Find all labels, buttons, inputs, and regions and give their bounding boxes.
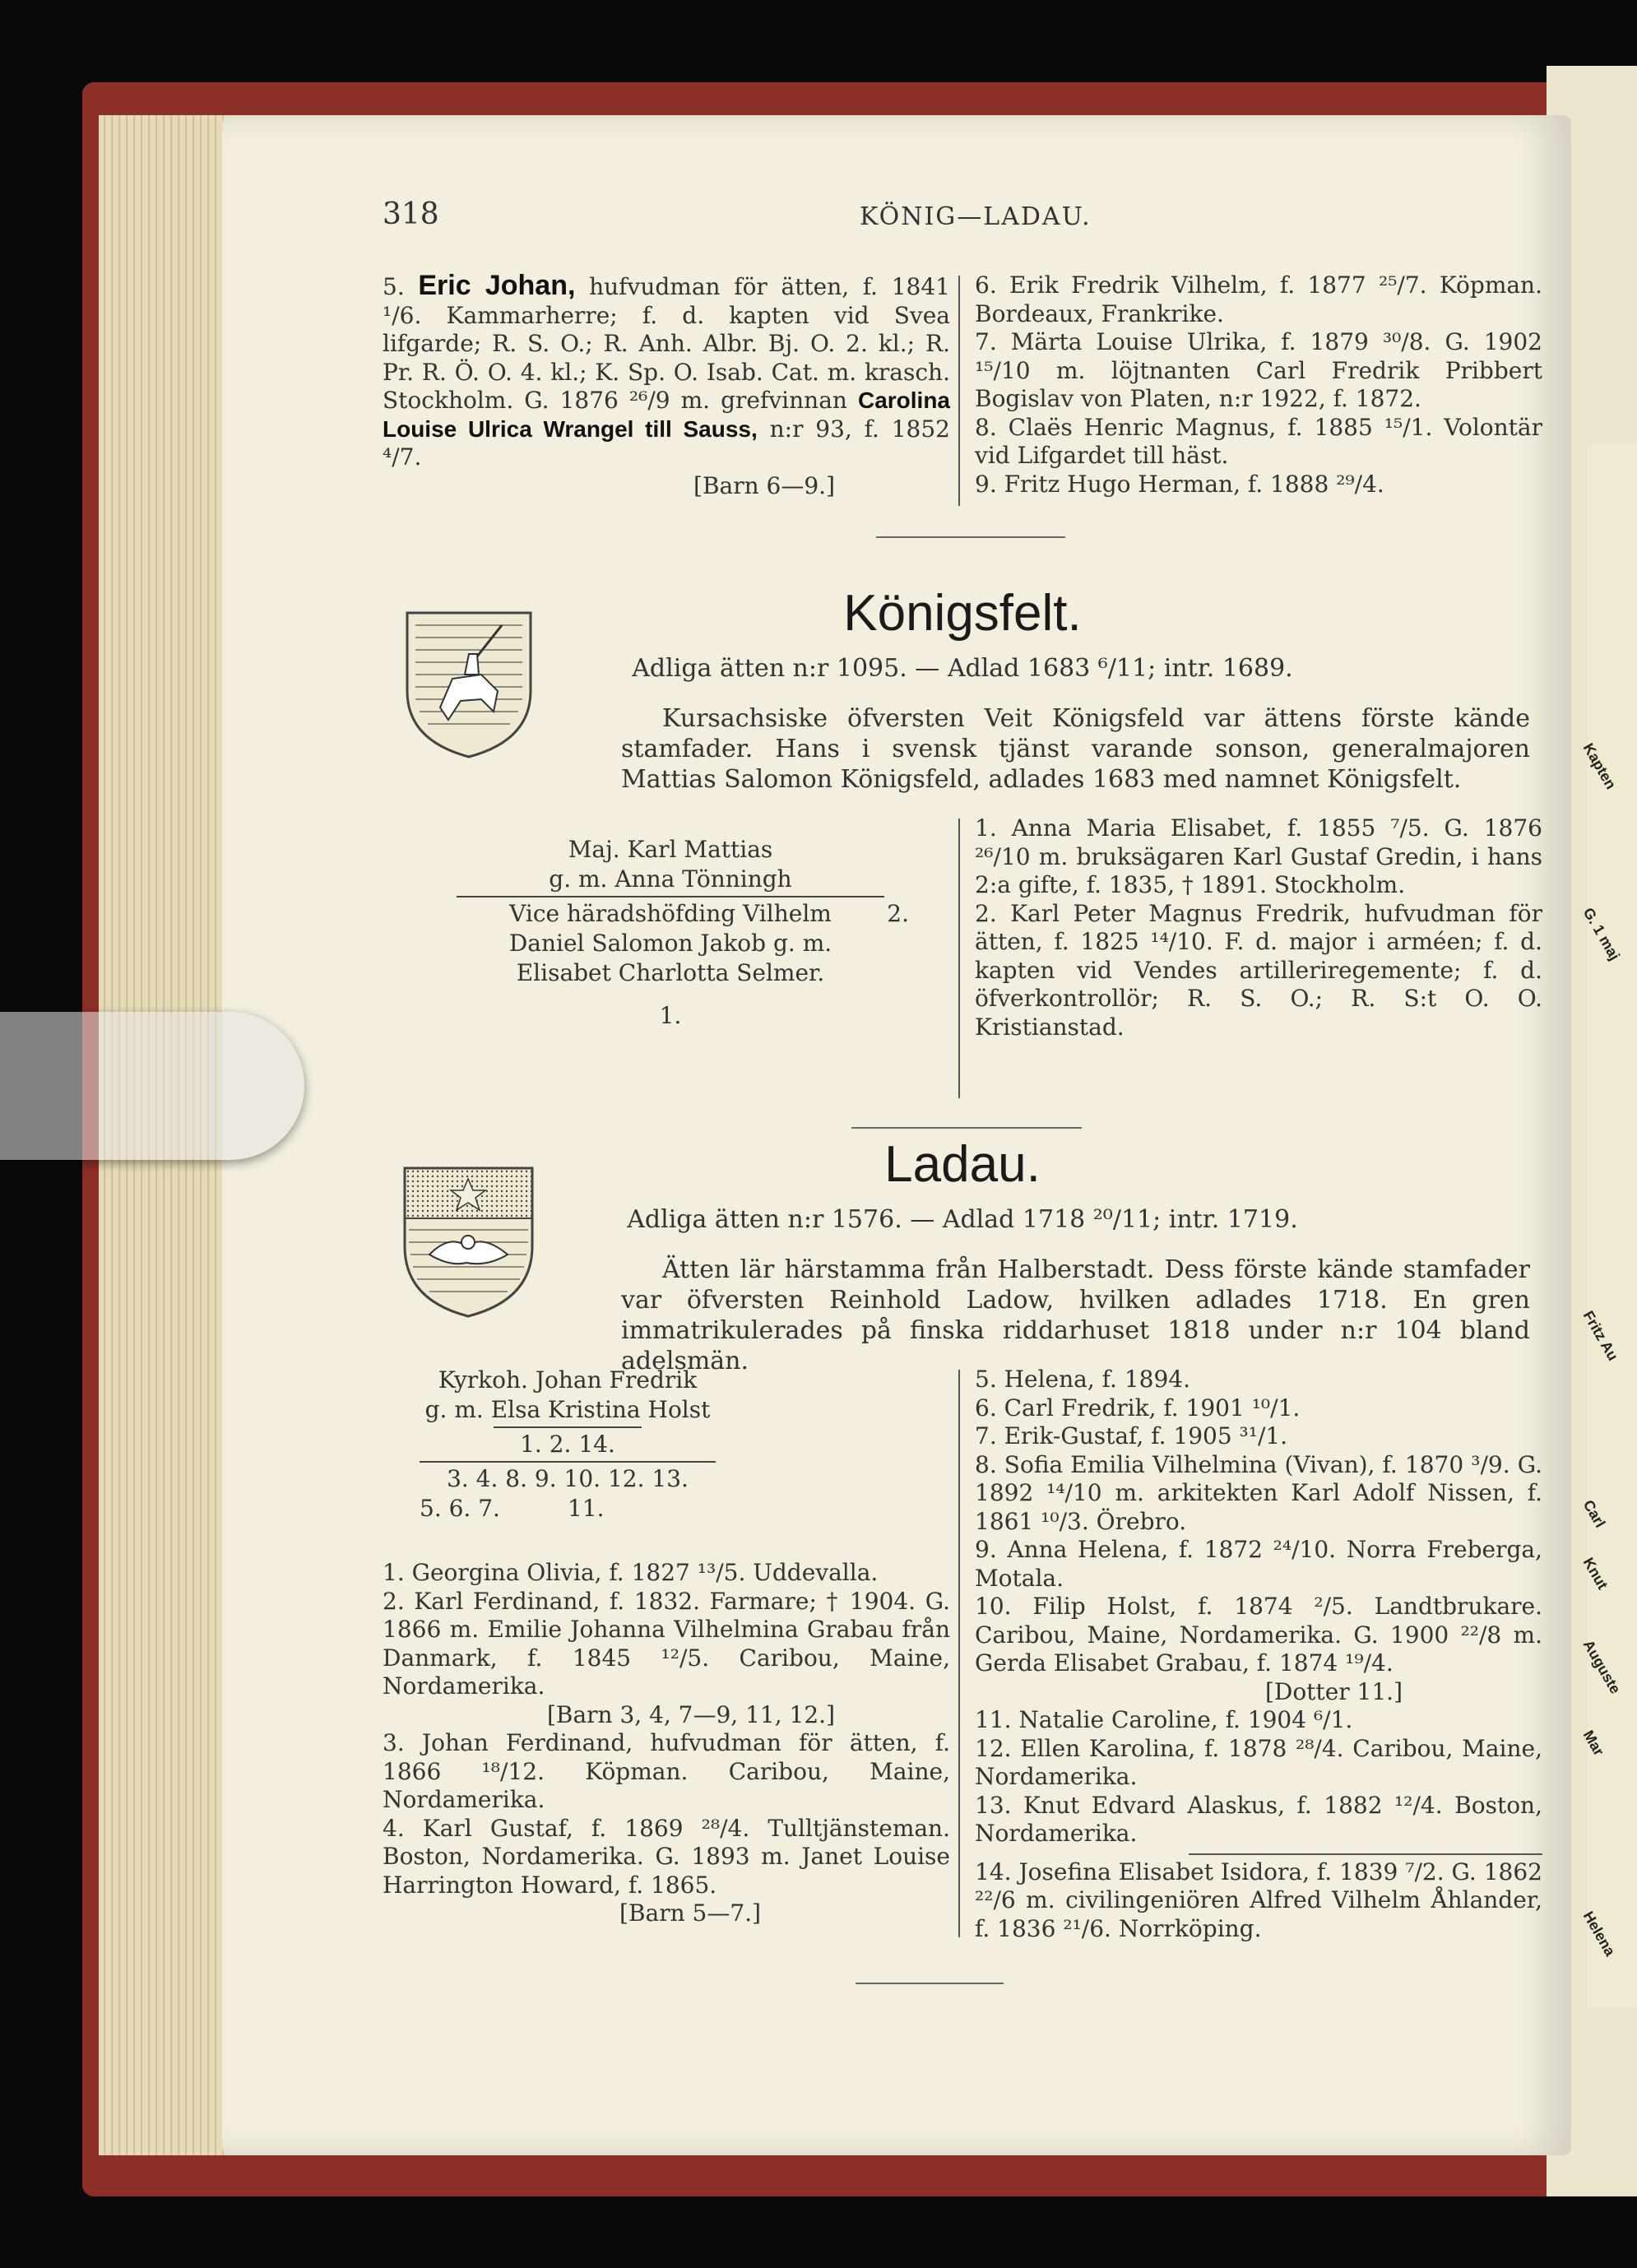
page-holder-clip	[0, 1012, 304, 1160]
konigsfelt-subtitle: Adliga ätten n:r 1095. — Adlad 1683 ⁶/11; intr. 1689.	[632, 654, 1293, 683]
fragment: Knut	[1579, 1555, 1611, 1593]
page-content	[383, 197, 1542, 2057]
column-divider	[958, 276, 960, 506]
column-divider	[958, 819, 960, 1098]
tree-node: 2.	[887, 900, 909, 927]
ladau-subtitle: Adliga ätten n:r 1576. — Adlad 1718 ²⁰/11; intr. 1719.	[627, 1205, 1298, 1234]
tree-node: g. m. Anna Tönningh	[549, 865, 792, 893]
barn-note: [Barn 5—7.]	[619, 1899, 761, 1927]
page-number: 318	[383, 197, 439, 231]
fragment: G. 1 maj	[1579, 905, 1624, 963]
fragment: Carl	[1579, 1497, 1609, 1531]
entry: 14. Josefina Elisabet Isidora, f. 1839 ⁷/2. G. 1862 ²²/6 m. civilingeniören Alfred Vilhelm Åhlander, f. 1836 ²¹/6. Norrköping.	[975, 1858, 1542, 1942]
running-head: KÖNIG—LADAU.	[860, 202, 1092, 231]
fragment: Auguste	[1579, 1637, 1624, 1697]
entry: 2. Karl Ferdinand, f. 1832. Farmare; † 1904. G. 1866 m. Emilie Johanna Vilhelmina Grabau från Danmark, f. 1845 ¹²/5. Caribou, Maine, Nordamerika.	[383, 1587, 950, 1700]
section-divider	[856, 1983, 1004, 1984]
konig-right-column	[975, 271, 1542, 499]
entry: 8. Claës Henric Magnus, f. 1885 ¹⁵/1. Volontär vid Lifgardet till häst.	[975, 413, 1542, 469]
entry: 4. Karl Gustaf, f. 1869 ²⁸/4. Tulltjänsteman. Boston, Nordamerika. G. 1893 m. Janet Louise Harrington Howard, f. 1865.	[383, 1814, 950, 1899]
entry: 7. Märta Louise Ulrika, f. 1879 ³⁰/8. G. 1902 ¹⁵/10 m. löjtnanten Carl Fredrik Pribbert Bogislav von Platen, n:r 1922, f. 1872.	[975, 328, 1542, 412]
entry: 9. Anna Helena, f. 1872 ²⁴/10. Norra Freberga, Motala.	[975, 1536, 1542, 1592]
konigsfelt-family-tree	[440, 835, 909, 1031]
ladau-right-column	[975, 1366, 1542, 1943]
konigsfelt-title: Königsfelt.	[843, 585, 1082, 642]
entry: 11. Natalie Caroline, f. 1904 ⁶/1.	[975, 1706, 1353, 1733]
konigsfelt-right-column	[975, 814, 1542, 1041]
tree-node: g. m. Elsa Kristina Holst	[424, 1396, 711, 1423]
next-page-strip	[1579, 444, 1637, 2007]
tree-node: 5. 6. 7.	[420, 1495, 500, 1522]
barn-note: [Dotter 11.]	[1264, 1677, 1403, 1705]
ladau-title: Ladau.	[884, 1136, 1041, 1193]
tree-node: Kyrkoh. Johan Fredrik	[438, 1366, 698, 1394]
entry: 2. Karl Peter Magnus Fredrik, hufvudman för ätten, f. 1825 ¹⁴/10. F. d. major i arméen; f. d. kapten vid Vendes artilleriregemente; f. d. öfverkontrollör; R. S. O.; R. S:t O. O. Kristianstad.	[975, 899, 1542, 1041]
entry: 6. Carl Fredrik, f. 1901 ¹⁰/1.	[975, 1394, 1301, 1422]
tree-node: Maj. Karl Mattias	[568, 836, 773, 863]
entry: 1. Anna Maria Elisabet, f. 1855 ⁷/5. G. 1876 ²⁶/10 m. bruksägaren Karl Gustaf Gredin, i hans 2:a gifte, f. 1835, † 1891. Stockholm.	[975, 814, 1542, 898]
fragment: Helena	[1579, 1909, 1619, 1960]
entry: 10. Filip Holst, f. 1874 ²/5. Landtbrukare. Caribou, Maine, Nordamerika. G. 1900 ²²/8 m. Gerda Elisabet Grabau, f. 1874 ¹⁹/4.	[975, 1593, 1542, 1677]
fragment: Kapten	[1579, 740, 1620, 792]
fragment: Mar	[1579, 1728, 1608, 1759]
entry: 6. Erik Fredrik Vilhelm, f. 1877 ²⁵/7. Köpman. Bordeaux, Frankrike.	[975, 271, 1542, 327]
entry: 8. Sofia Emilia Vilhelmina (Vivan), f. 1870 ³/9. G. 1892 ¹⁴/10 m. arkitekten Karl Adolf Nissen, f. 1861 ¹⁰/3. Örebro.	[975, 1450, 1542, 1535]
barn-note: [Barn 6—9.]	[693, 471, 835, 499]
section-divider	[876, 536, 1065, 538]
ladau-intro: Ätten lär härstamma från Halberstadt. Dess förste kände stamfader var öfversten Reinhold Ladow, hvilken adlades 1718. En gren immatrikulerades på finska riddarhuset 1818 under n:r 104 bland adelsmän.	[621, 1255, 1530, 1375]
konig-left-column	[383, 271, 950, 500]
ladau-family-tree	[403, 1366, 732, 1524]
tree-node: Daniel Salomon Jakob g. m.	[508, 930, 832, 957]
tree-node: 3. 4. 8. 9. 10. 12. 13.	[447, 1465, 689, 1492]
entry: 1. Georgina Olivia, f. 1827 ¹³/5. Uddevalla.	[383, 1559, 879, 1586]
entry: 12. Ellen Karolina, f. 1878 ²⁸/4. Caribou, Maine, Nordamerika.	[975, 1734, 1542, 1790]
column-divider	[958, 1370, 960, 1937]
konigsfelt-intro: Kursachsiske öfversten Veit Königsfeld var ättens förste kände stamfader. Hans i svensk tjänst varande sonson, generalmajoren Mattias Salomon Königsfeld, adlades 1683 med namnet Königsfelt.	[621, 704, 1530, 794]
fragment: Fritz Au	[1579, 1308, 1622, 1364]
section-divider	[851, 1127, 1082, 1129]
barn-note: [Barn 3, 4, 7—9, 11, 12.]	[546, 1700, 835, 1728]
entry: 5. Helena, f. 1894.	[975, 1366, 1190, 1393]
entry: 7. Erik-Gustaf, f. 1905 ³¹/1.	[975, 1422, 1288, 1449]
tree-node: 1. 2. 14.	[520, 1431, 615, 1458]
tree-node: 11.	[568, 1495, 605, 1522]
entry: 13. Knut Edvard Alaskus, f. 1882 ¹²/4. Boston, Nordamerika.	[975, 1791, 1542, 1847]
entry: 3. Johan Ferdinand, hufvudman för ätten, f. 1866 ¹⁸/12. Köpman. Caribou, Maine, Nordamerika.	[383, 1729, 950, 1813]
tree-node: Vice häradshöfding Vilhelm	[509, 900, 832, 927]
tree-node: Elisabet Charlotta Selmer.	[516, 959, 825, 986]
ladau-left-column	[383, 1559, 950, 1928]
tree-node: 1.	[659, 1002, 682, 1029]
entry: 9. Fritz Hugo Herman, f. 1888 ²⁹/4.	[975, 470, 1384, 498]
entry-eric-johan: 5. Eric Johan, hufvudman för ätten, f. 1841 ¹/6. Kammarherre; f. d. kapten vid Svea lifgarde; R. S. O.; R. Anh. Albr. Bj. O. 2. kl.; R. Pr. R. Ö. O. 4. kl.; K. Sp. O. Isab. Cat. m. krasch. Stockholm. G. 1876 ²⁶/9 m. grefvinnan Carolina Louise Ulrica Wrangel till Sauss, n:r 93, f. 1852 ⁴/7.	[383, 270, 950, 471]
